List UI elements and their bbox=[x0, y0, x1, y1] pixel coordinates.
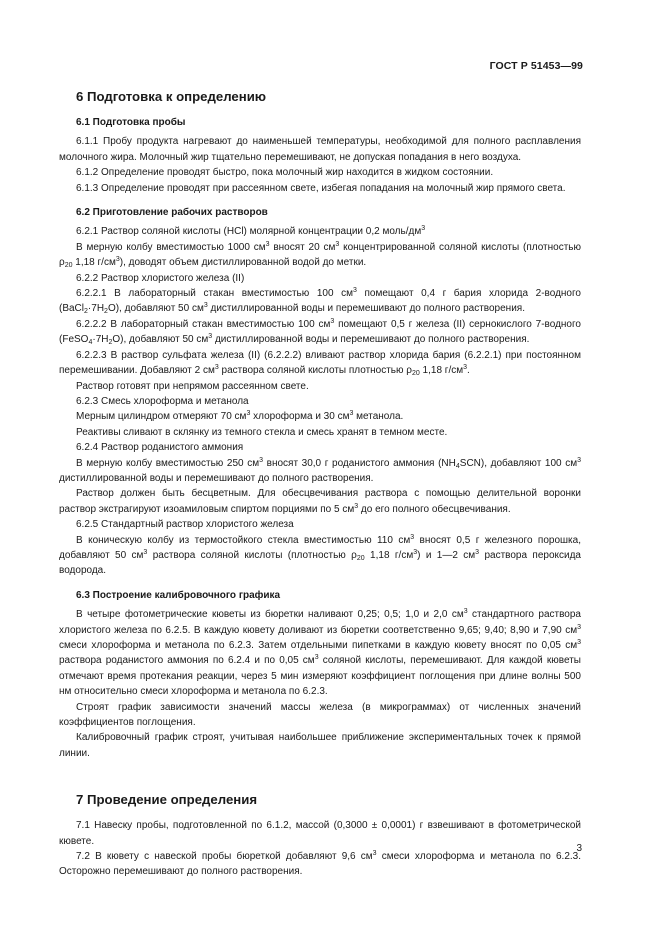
paragraph-6-2-3-body: Мерным цилиндром отмеряют 70 $см^3$ хлороформа и 30 $см^3$ метанола. bbox=[76, 410, 404, 423]
paragraph-6-2-4-body: В мерную колбу вместимостью 250 $см^3$ вносят 30,0 г роданистого аммония $(NH_4SCN)$, добавляют 100 $см^3$ дистиллированной воды и перемешивают до полного растворения. bbox=[59, 456, 582, 484]
document-body bbox=[59, 88, 581, 880]
section-6-title: 6 Подготовка к определению bbox=[76, 89, 267, 104]
paragraph-6-1-3: 6.1.3 Определение проводят при рассеянном свете, избегая попадания на молочный жир прямого света. bbox=[76, 182, 566, 194]
paragraph-7-2: 7.2 В кювету с навеской пробы бюреткой добавляют 9,6 $см^3$ смеси хлороформа и метанола по 6.2.3. Осторожно перемешивают до полного растворения. bbox=[59, 850, 581, 878]
paragraph-6-2-2: 6.2.2 Раствор хлористого железа (II) bbox=[76, 272, 245, 284]
paragraph-6-2-4: 6.2.4 Раствор роданистого аммония bbox=[76, 442, 244, 454]
paragraph-6-2-2-3: 6.2.2.3 В раствор сульфата железа (II) (6.2.2.2) вливают раствор хлорида бария (6.2.2.1) при постоянном перемешивании. Добавляют 2 $см^3$ раствора соляной кислоты плотностью $\rho_{20}$ 1,18 $г/см^3$. bbox=[59, 349, 581, 378]
paragraph-6-2-2-3-note: Раствор готовят при непрямом рассеянном свете. bbox=[76, 380, 309, 392]
paragraph-6-2-2-1: 6.2.2.1 В лабораторный стакан вместимостью 100 $см^3$ помещают 0,4 г бария хлорида 2-водного $(BaCl_2\cdot 7H_2O)$, добавляют 50 $см^3$ дистиллированной воды и перемешивают до полного растворения. bbox=[59, 287, 581, 316]
paragraph-6-2-1-body: В мерную колбу вместимостью 1000 $см^3$ вносят 20 $см^3$ концентрированной соляной кислоты (плотностью $\rho_{20}$ 1,18 $г/см^3$), доводят объем дистиллированной водой до метки. bbox=[59, 240, 581, 270]
paragraph-6-3-graph: Строят график зависимости значений массы железа (в микрограммах) от численных значений коэффициентов поглощения. bbox=[59, 701, 581, 729]
paragraph-6-1-1: 6.1.1 Пробу продукта нагревают до наименьшей температуры, необходимой для полного расплавления молочного жира. Молочный жир тщательно перемешивают, не допуская попадания в него воздуха. bbox=[59, 136, 581, 163]
paragraph-6-3-calibration: Калибровочный график строят, учитывая наибольшее приближение экспериментальных точек к прямой линии. bbox=[59, 732, 581, 759]
subsection-6-3-title: 6.3 Построение калибровочного графика bbox=[76, 589, 281, 601]
page-number: 3 bbox=[576, 843, 582, 854]
paragraph-6-2-5-body: В коническую колбу из термостойкого стекла вместимостью 110 $см^3$ вносят 0,5 г железного порошка, добавляют 50 $см^3$ раствора соляной кислоты (плотностью $\rho_{20}$ 1,18 $г/см^3$) и 1—2 $см^3$ раствора пероксида водорода. bbox=[59, 533, 581, 577]
paragraph-6-2-2-2: 6.2.2.2 В лабораторный стакан вместимостью 100 $см^3$ помещают 0,5 г железа (II) сернокислого 7-водного $(FeSO_4\cdot 7H_2O)$, добавляют 50 $см^3$ дистиллированной воды и перемешивают до полного растворения. bbox=[59, 317, 581, 347]
standard-number: ГОСТ Р 51453—99 bbox=[489, 60, 583, 72]
section-7-title: 7 Проведение определения bbox=[76, 792, 258, 808]
paragraph-7-1: 7.1 Навеску пробы, подготовленной по 6.1.2, массой (0,3000 ± 0,0001) г взвешивают в фотометрической кювете. bbox=[59, 820, 581, 847]
subsection-6-1-title: 6.1 Подготовка пробы bbox=[76, 117, 186, 128]
paragraph-6-2-1: 6.2.1 Раствор соляной кислоты (HCl) молярной концентрации 0,2 моль/$дм^3$ bbox=[76, 225, 426, 238]
paragraph-6-1-2: 6.1.2 Определение проводят быстро, пока молочный жир находится в жидком состоянии. bbox=[76, 167, 494, 179]
paragraph-6-3-body: В четыре фотометрические кюветы из бюретки наливают 0,25; 0,5; 1,0 и 2,0 $см^3$ стандартного раствора хлористого железа по 6.2.5. В каждую кювету доливают из бюретки соответственно 9,65; 9,40; 8,90 и 7,90 $см^3$ смеси хлороформа и метанола по 6.2.3. Затем отдельными пипетками в каждую кювету вносят по 0,05 $см^3$ раствора роданистого аммония по 6.2.4 и по 0,05 $см^3$ соляной кислоты, перемешивают. Для каждой кюветы отмечают время протекания реакции, через 5 мин измеряют коэффициент поглощения при длине волны 500 нм относительно смеси хлороформа и метанола по 6.2.3. bbox=[59, 608, 581, 698]
paragraph-6-2-5: 6.2.5 Стандартный раствор хлористого железа bbox=[76, 519, 294, 531]
paragraph-6-2-3: 6.2.3 Смесь хлороформа и метанола bbox=[76, 395, 249, 407]
paragraph-6-2-3-storage: Реактивы сливают в склянку из темного стекла и смесь хранят в темном месте. bbox=[76, 426, 448, 438]
subsection-6-2-title: 6.2 Приготовление рабочих растворов bbox=[76, 207, 268, 219]
paragraph-6-2-4-decolor: Раствор должен быть бесцветным. Для обесцвечивания раствора с помощью делительной воронки раствор экстрагируют изоамиловым спиртом порциями по 5 $см^3$ до его полного обесцвечивания. bbox=[59, 488, 581, 515]
